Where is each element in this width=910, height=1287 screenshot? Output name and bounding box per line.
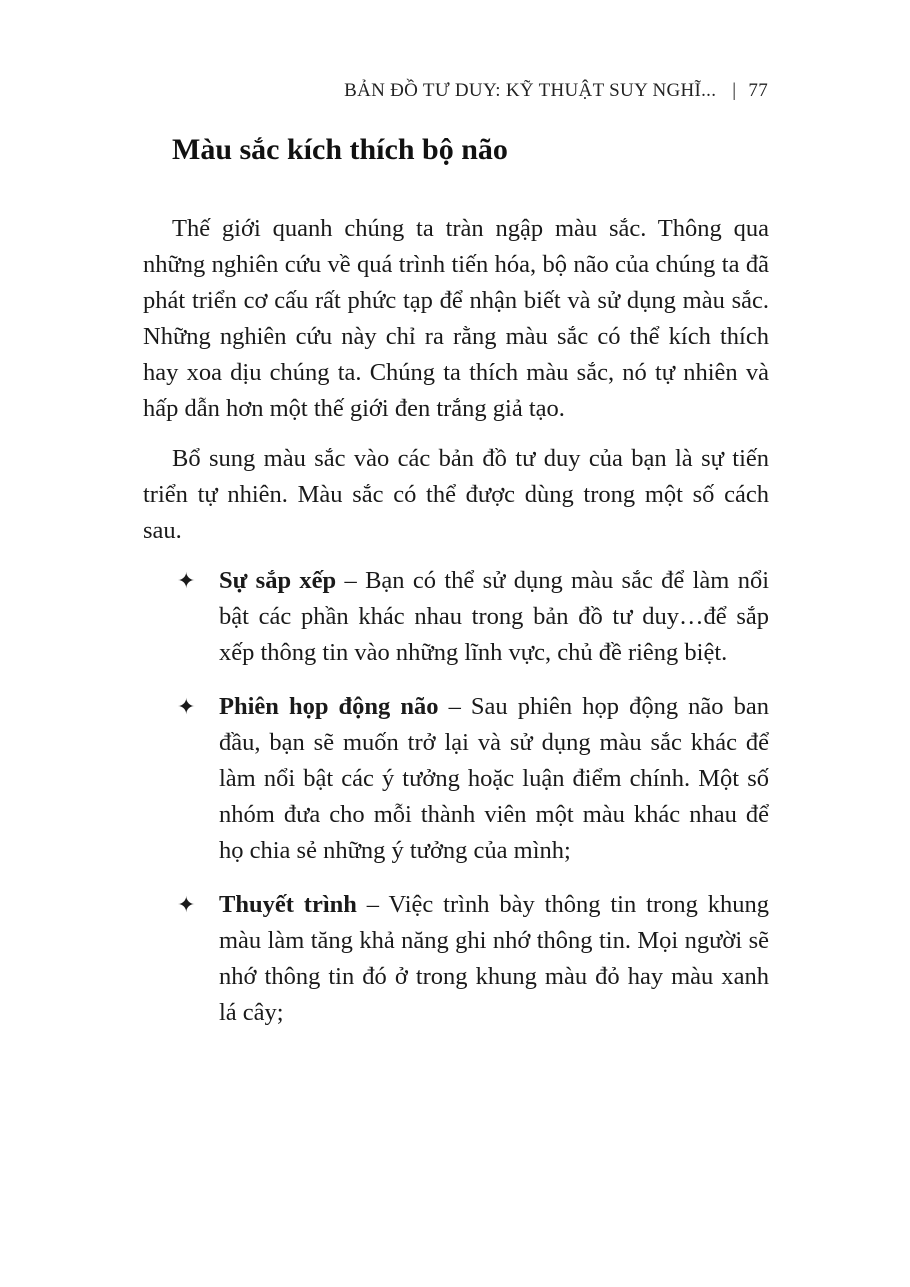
- bullet-text: – Sau phiên họp động não ban đầu, bạn sẽ muốn trở lại và sử dụng màu sắc khác để làm nổi bật các ý tưởng hoặc luận điểm chính. Một số nhóm đưa cho mỗi thành viên một màu khác nhau để họ chia sẻ những ý tưởng của mình;: [219, 693, 769, 864]
- book-title: BẢN ĐỒ TƯ DUY: KỸ THUẬT SUY NGHĨ...: [344, 80, 717, 101]
- list-item: [143, 689, 769, 869]
- bullet-list: [143, 563, 769, 1031]
- section-title: Màu sắc kích thích bộ não: [172, 133, 508, 166]
- bullet-term: Sự sắp xếp: [219, 567, 337, 594]
- bullet-text: – Bạn có thể sử dụng màu sắc để làm nổi bật các phần khác nhau trong bản đồ tư duy…để sắp xếp thông tin vào những lĩnh vực, chủ đề riêng biệt.: [219, 567, 769, 666]
- bullet-term: Thuyết trình: [219, 891, 357, 918]
- paragraph: Thế giới quanh chúng ta tràn ngập màu sắc. Thông qua những nghiên cứu về quá trình tiến hóa, bộ não của chúng ta đã phát triển cơ cấu rất phức tạp để nhận biết và sử dụng màu sắc. Những nghiên cứu này chỉ ra rằng màu sắc có thể kích thích hay xoa dịu chúng ta. Chúng ta thích màu sắc, nó tự nhiên và hấp dẫn hơn một thế giới đen trắng giả tạo.: [143, 215, 769, 422]
- bullet-text: – Việc trình bày thông tin trong khung màu làm tăng khả năng ghi nhớ thông tin. Mọi người sẽ nhớ thông tin đó ở trong khung màu đỏ hay màu xanh lá cây;: [219, 891, 769, 1026]
- header-separator: |: [732, 80, 737, 101]
- list-item: [143, 563, 769, 671]
- list-item: [143, 887, 769, 1031]
- bullet-term: Phiên họp động não: [219, 693, 439, 720]
- four-point-star-icon: ✦: [177, 892, 196, 917]
- page-number: 77: [748, 80, 768, 101]
- body-text: [143, 211, 769, 1049]
- four-point-star-icon: ✦: [177, 568, 196, 593]
- four-point-star-icon: ✦: [177, 694, 196, 719]
- paragraph: Bổ sung màu sắc vào các bản đồ tư duy của bạn là sự tiến triển tự nhiên. Màu sắc có thể được dùng trong một số cách sau.: [143, 445, 769, 544]
- running-header: [344, 80, 768, 102]
